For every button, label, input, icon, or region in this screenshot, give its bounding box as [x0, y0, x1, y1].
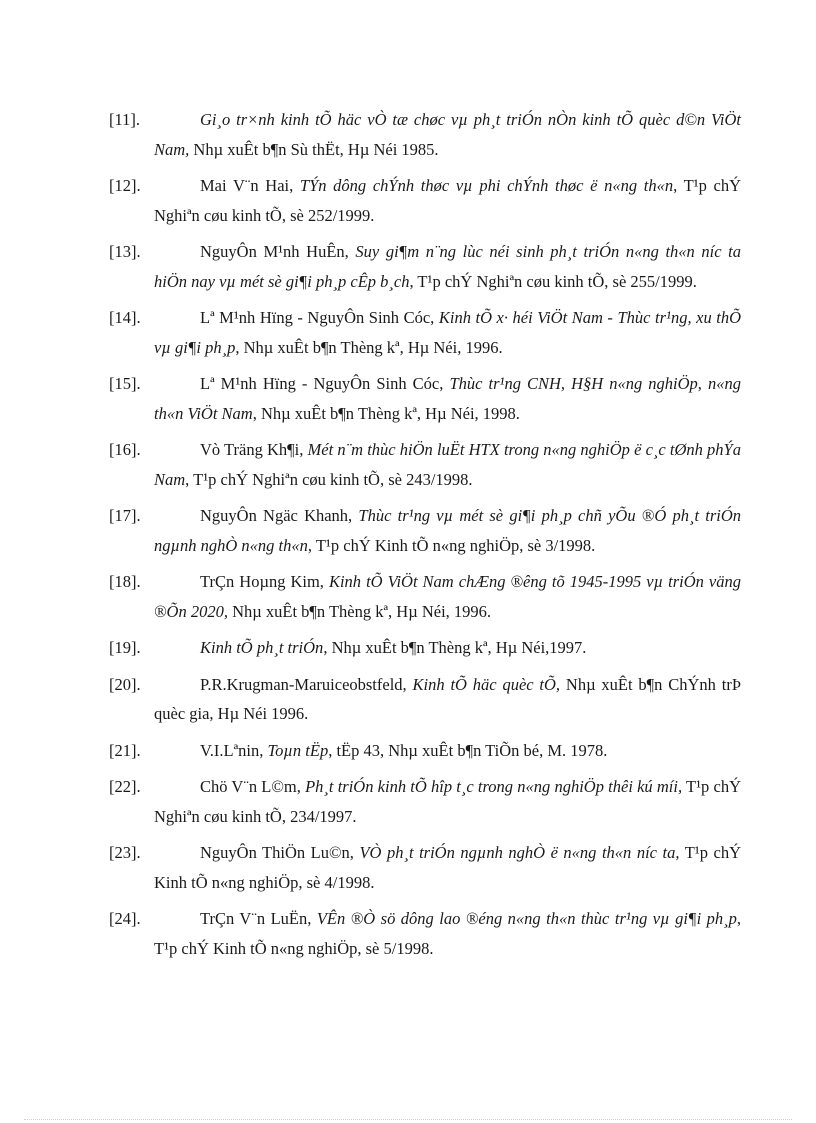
reference-entry	[109, 369, 741, 428]
reference-number: [18].	[109, 572, 141, 591]
reference-publication: , Nhµ xuÊt b¶n Thèng kª, Hµ Néi, 1996.	[235, 337, 503, 357]
reference-author: NguyÔn Ngäc Khanh,	[200, 506, 359, 525]
reference-publication: Nhµ xuÊt b¶n ChÝnh trÞ quèc gia, Hµ Néi 1996.	[154, 674, 741, 723]
reference-publication: , T¹p chÝ Nghiªn cøu kinh tÕ, sè 255/1999.	[409, 271, 697, 291]
reference-number: [11].	[109, 110, 141, 129]
reference-text	[154, 105, 741, 164]
reference-author: Chö V¨n L©m,	[200, 777, 306, 796]
reference-title: Kinh tÕ ph¸t triÓn	[200, 638, 324, 657]
reference-text	[154, 237, 741, 296]
reference-title: Thùc tr¹ng vµ mét sè gi¶i ph¸p chñ yÕu ®Ó ph¸t triÓn ngµnh nghÒ n«ng th«n	[154, 506, 741, 555]
reference-text	[154, 369, 741, 428]
reference-title: Kinh tÕ häc quèc tÕ,	[412, 674, 561, 694]
reference-title: Mét n¨m thùc hiÖn luËt HTX trong n«ng nghiÖp ë c¸c tØnh phÝa Nam	[154, 440, 741, 489]
reference-entry	[109, 435, 741, 494]
reference-title: VÊn ®Ò sö dông lao ®éng n«ng th«n thùc tr¹ng vµ gi¶i ph¸p	[316, 909, 737, 928]
reference-publication: T¹p chÝ Kinh tÕ n«ng nghiÖp, sè 4/1998.	[154, 843, 741, 892]
reference-text	[154, 904, 741, 963]
reference-text	[154, 303, 741, 362]
reference-entry	[109, 904, 741, 963]
reference-number: [16].	[109, 440, 141, 459]
reference-author: TrÇn Hoµng Kim,	[200, 572, 329, 591]
reference-text	[154, 501, 741, 560]
reference-author: Vò Träng Kh¶i,	[200, 440, 308, 459]
reference-title: VÒ ph¸t triÓn ngµnh nghÒ ë n«ng th«n níc ta,	[359, 843, 680, 862]
reference-text	[154, 736, 741, 766]
reference-list	[109, 105, 741, 970]
reference-author: TrÇn V¨n LuËn,	[200, 909, 317, 928]
reference-entry	[109, 171, 741, 230]
reference-text	[154, 633, 741, 663]
reference-title: Gi¸o tr×nh kinh tÕ häc vÒ tæ chøc vµ ph¸t triÓn nÒn kinh tÕ quèc d©n ViÖt Nam,	[154, 110, 741, 159]
reference-entry	[109, 105, 741, 164]
reference-title: Kinh tÕ ViÖt Nam chÆng ®êng tõ 1945-1995 vµ triÓn väng ®Õn 2020,	[154, 572, 741, 621]
reference-number: [15].	[109, 374, 141, 393]
reference-text	[154, 435, 741, 494]
reference-entry	[109, 772, 741, 831]
reference-entry	[109, 670, 741, 729]
reference-text	[154, 567, 741, 626]
reference-title: Ph¸t triÓn kinh tÕ hîp t¸c trong n«ng nghiÖp thêi kú míi,	[305, 777, 683, 796]
reference-number: [23].	[109, 843, 141, 862]
reference-publication: , T¹p chÝ Kinh tÕ n«ng nghiÖp, sè 3/1998.	[307, 535, 596, 555]
reference-entry	[109, 633, 741, 663]
reference-entry	[109, 736, 741, 766]
reference-entry	[109, 303, 741, 362]
reference-text	[154, 772, 741, 831]
reference-publication: Nhµ xuÊt b¶n Thèng kª, Hµ Néi, 1996.	[227, 601, 492, 621]
reference-author: NguyÔn ThiÖn Lu©n,	[200, 843, 360, 862]
reference-entry	[109, 567, 741, 626]
reference-text	[154, 838, 741, 897]
reference-publication: Nhµ xuÊt b¶n Sù thËt, Hµ Néi 1985.	[189, 139, 439, 159]
reference-publication: T¹p chÝ Nghiªn cøu kinh tÕ, 234/1997.	[154, 777, 741, 826]
reference-title: TÝn dông chÝnh thøc vµ phi chÝnh thøc ë n«ng th«n	[299, 176, 674, 195]
reference-number: [17].	[109, 506, 141, 525]
reference-text	[154, 171, 741, 230]
reference-entry	[109, 838, 741, 897]
reference-author: Mai V¨n Hai,	[200, 176, 300, 195]
reference-number: [13].	[109, 242, 141, 261]
reference-author: Lª M¹nh Hïng - NguyÔn Sinh Cóc,	[200, 374, 450, 393]
reference-title: Toµn tËp	[267, 740, 329, 760]
reference-author: NguyÔn M¹nh HuÊn,	[200, 242, 356, 261]
reference-title: Thùc tr¹ng CNH, H§H n«ng nghiÖp, n«ng th«n ViÖt Nam	[154, 374, 741, 423]
reference-number: [14].	[109, 308, 141, 327]
reference-text	[154, 670, 741, 729]
reference-publication: , T¹p chÝ Nghiªn cøu kinh tÕ, sè 243/1998.	[185, 469, 473, 489]
reference-publication: , tËp 43, Nhµ xuÊt b¶n TiÕn bé, M. 1978.	[328, 740, 608, 760]
reference-publication: , T¹p chÝ Nghiªn cøu kinh tÕ, sè 252/1999.	[154, 176, 742, 225]
reference-number: [24].	[109, 909, 141, 928]
reference-number: [19].	[109, 638, 141, 657]
reference-author: P.R.Krugman-Maruiceobstfeld,	[200, 674, 413, 694]
reference-title: Kinh tÕ x· héi ViÖt Nam - Thùc tr¹ng, xu thÕ vµ gi¶i ph¸p	[154, 308, 742, 357]
reference-title: Suy gi¶m n¨ng lùc néi sinh ph¸t triÓn n«ng th«n níc ta hiÖn nay vµ mét sè gi¶i ph¸p cÊp b¸ch	[154, 242, 741, 291]
reference-publication: , T¹p chÝ Kinh tÕ n«ng nghiÖp, sè 5/1998.	[154, 909, 741, 958]
reference-entry	[109, 237, 741, 296]
reference-author: V.I.Lªnin,	[200, 740, 268, 760]
reference-publication: , Nhµ xuÊt b¶n Thèng kª, Hµ Néi, 1998.	[252, 403, 520, 423]
reference-number: [12].	[109, 176, 141, 195]
reference-author: Lª M¹nh Hïng - NguyÔn Sinh Cóc,	[200, 308, 439, 327]
page-bottom-border	[24, 1119, 792, 1120]
reference-number: [21].	[109, 740, 141, 760]
reference-number: [20].	[109, 674, 141, 694]
reference-entry	[109, 501, 741, 560]
reference-number: [22].	[109, 777, 141, 796]
reference-publication: , Nhµ xuÊt b¶n Thèng kª, Hµ Néi,1997.	[323, 638, 587, 657]
